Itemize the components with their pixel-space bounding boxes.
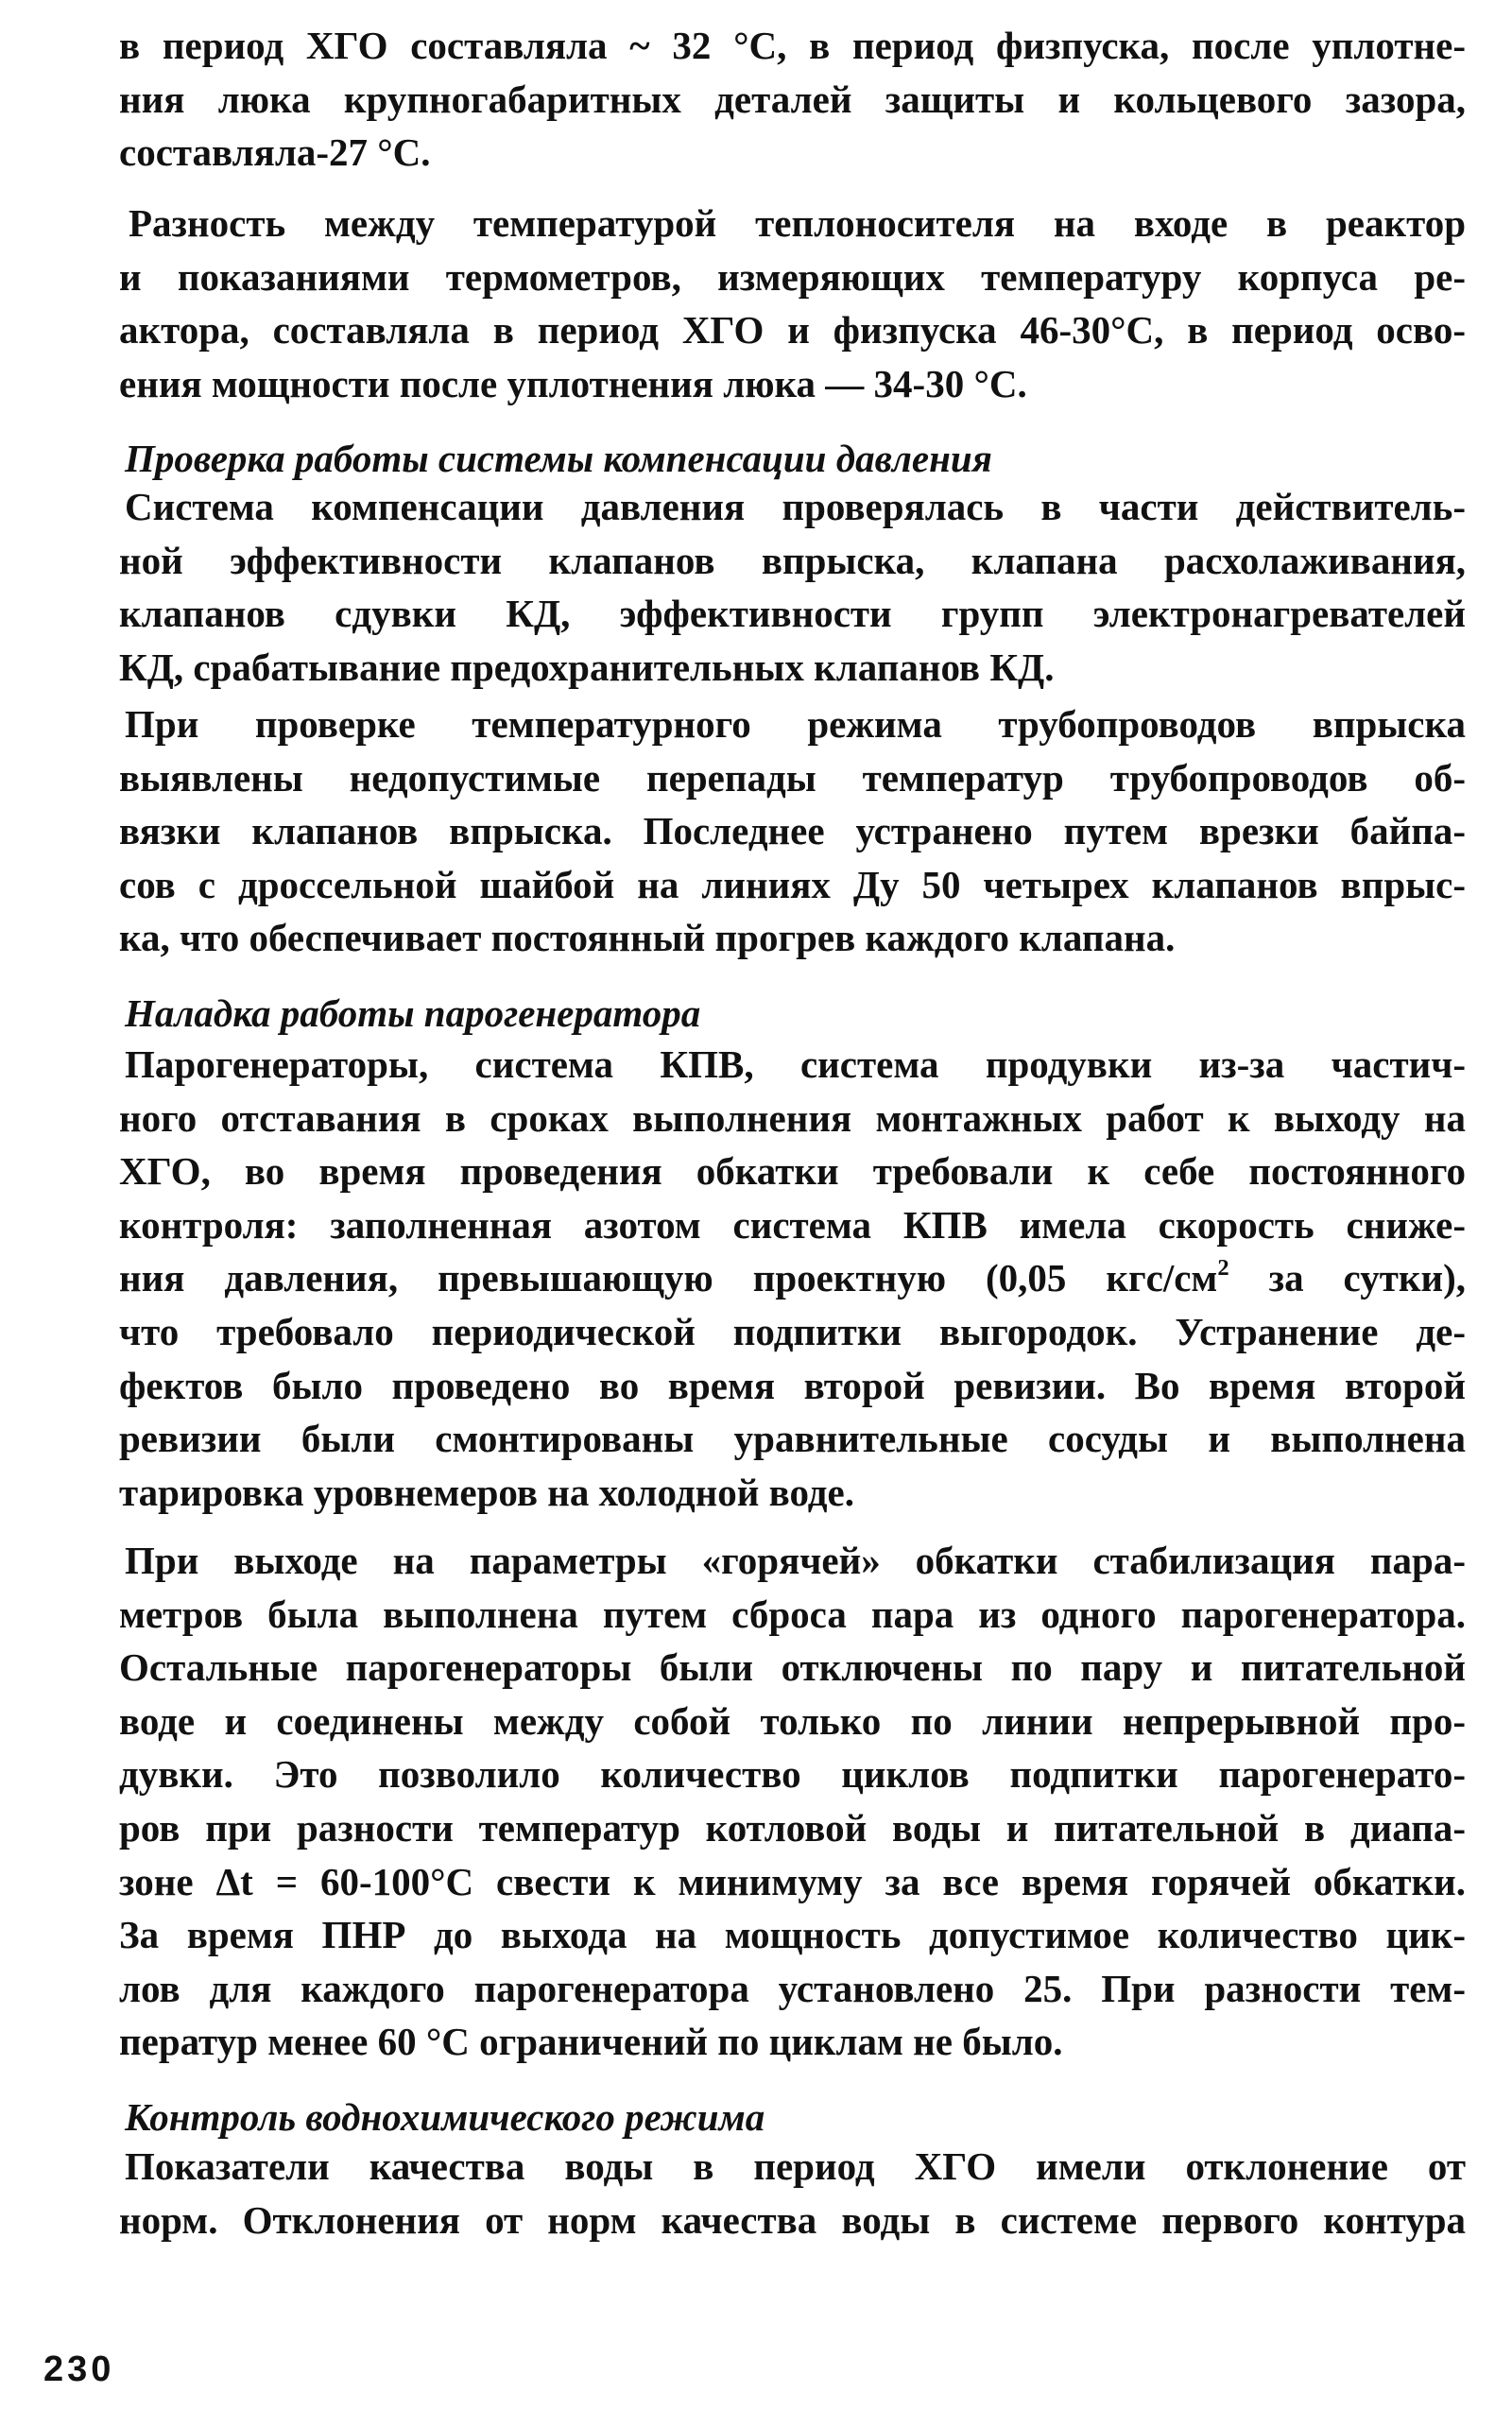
superscript: 2 <box>1217 1255 1229 1282</box>
paragraph-2 <box>119 197 1466 410</box>
paragraph-1 <box>119 19 1466 180</box>
text-line: Остальные парогенераторы были отключены по пару и питательной <box>119 1645 1466 1690</box>
text-line: контроля: заполненная азотом система КПВ имела скорость сниже- <box>119 1202 1466 1247</box>
section-heading-steam-generator: Наладка работы парогенератора <box>125 991 701 1035</box>
text-line: актора, составляла в период ХГО и физпуска 46-30°С, в период осво- <box>119 308 1466 353</box>
text-line: За время ПНР до выхода на мощность допустимое количество цик- <box>119 1913 1466 1957</box>
section-heading-water-chemistry: Контроль воднохимического режима <box>125 2095 765 2139</box>
text-line: ния люка крупногабаритных деталей защиты и кольцевого зазора, <box>119 77 1466 121</box>
text-line: КД, срабатывание предохранительных клапанов КД. <box>119 645 1055 689</box>
paragraph-4 <box>119 697 1466 965</box>
text-line: Система компенсации давления проверялась в части действитель- <box>125 485 1466 528</box>
text-line: зоне Δt = 60-100°С свести к минимуму за все время горячей обкатки. <box>119 1859 1466 1903</box>
paragraph-5 <box>119 1038 1466 1519</box>
text-line: тарировка уровнемеров на холодной воде. <box>119 1470 854 1514</box>
section-heading-pressure-compensation: Проверка работы системы компенсации давления <box>125 437 992 480</box>
text-line: норм. Отклонения от норм качества воды в системе первого контура <box>119 2197 1466 2242</box>
text-line: При выходе на параметры «горячей» обкатки стабилизация пара- <box>125 1539 1466 1582</box>
text-line: метров была выполнена путем сброса пара из одного парогенератора. <box>119 1592 1466 1636</box>
text-line: ния давления, превышающую проектную (0,05 кгс/$см^2$ за сутки), <box>119 1255 1466 1300</box>
text-line: ревизии были смонтированы уравнительные сосуды и выполнена <box>119 1417 1466 1461</box>
text-line: ка, что обеспечивает постоянный прогрев каждого клапана. <box>119 916 1176 960</box>
text-line: ператур менее 60 °С ограничений по циклам не было. <box>119 2020 1063 2064</box>
text-line: воде и соединены между собой только по линии непрерывной про- <box>119 1698 1466 1743</box>
paragraph-3 <box>119 480 1466 694</box>
text-line: ения мощности после уплотнения люка — 34-30 °С. <box>119 361 1027 405</box>
text-line: выявлены недопустимые перепады температур трубопроводов об- <box>119 755 1466 800</box>
text-line: Парогенераторы, система КПВ, система продувки из-за частич- <box>125 1042 1466 1086</box>
text-line: сов с дроссельной шайбой на линиях Ду 50 четырех клапанов впрыс- <box>119 862 1466 906</box>
page-number: 230 <box>43 2350 115 2389</box>
text-line: фектов было проведено во время второй ревизии. Во время второй <box>119 1363 1466 1407</box>
paragraph-7 <box>119 2140 1466 2246</box>
paragraph-6 <box>119 1534 1466 2069</box>
text-line: лов для каждого парогенератора установлено 25. При разности тем- <box>119 1966 1466 2010</box>
text-line: дувки. Это позволило количество циклов подпитки парогенерато- <box>119 1752 1466 1797</box>
text-line: вязки клапанов впрыска. Последнее устранено путем врезки байпа- <box>119 809 1466 853</box>
text-line: что требовало периодической подпитки выгородок. Устранение де- <box>119 1309 1466 1353</box>
text-line: ХГО, во время проведения обкатки требовали к себе постоянного <box>119 1149 1466 1194</box>
text-line: Показатели качества воды в период ХГО имели отклонение от <box>125 2144 1466 2188</box>
text-line: составляла-27 °С. <box>119 130 431 175</box>
text-line: При проверке температурного режима трубопроводов впрыска <box>125 702 1466 746</box>
text-line: в период ХГО составляла ~ 32 °С, в период физпуска, после уплотне- <box>119 24 1466 67</box>
text-line: ного отставания в сроках выполнения монтажных работ к выходу на <box>119 1095 1466 1140</box>
text-line: клапанов сдувки КД, эффективности групп электронагревателей <box>119 592 1466 636</box>
text-line: ной эффективности клапанов впрыска, клапана расхолаживания, <box>119 538 1466 582</box>
text-line: и показаниями термометров, измеряющих температуру корпуса ре- <box>119 254 1466 299</box>
text-line: Разность между температурой теплоносителя на входе в реактор <box>129 201 1466 245</box>
text-line: ров при разности температур котловой воды и питательной в диапа- <box>119 1805 1466 1850</box>
